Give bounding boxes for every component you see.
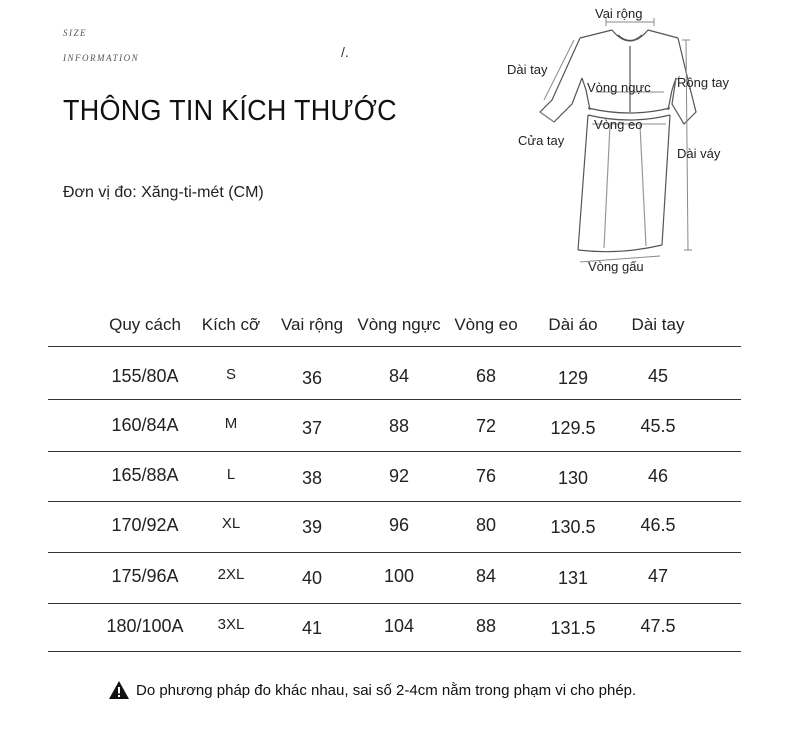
- decorative-slash: /.: [341, 44, 349, 60]
- label-vai-rong: Vai rộng: [595, 6, 643, 21]
- cell-dai-ao: 131.5: [550, 618, 596, 638]
- table-divider: [48, 651, 741, 652]
- warning-icon: [108, 680, 130, 700]
- label-vong-nguc: Vòng ngực: [587, 80, 651, 95]
- label-vong-gau: Vòng gấu: [588, 259, 644, 274]
- size-script-label: SIZE: [63, 28, 87, 38]
- cell-quy-cach: 170/92A: [111, 515, 179, 535]
- table-divider: [48, 346, 741, 347]
- page-title: THÔNG TIN KÍCH THƯỚC: [63, 95, 397, 127]
- cell-kich-co: XL: [221, 515, 241, 532]
- header-vong-nguc: Vòng ngực: [357, 315, 441, 334]
- disclaimer-text: Do phương pháp đo khác nhau, sai số 2-4cm nằm trong phạm vi cho phép.: [136, 681, 637, 699]
- table-divider: [48, 451, 741, 452]
- cell-vong-eo: 80: [475, 515, 497, 535]
- header-kich-co: Kích cỡ: [201, 315, 261, 334]
- label-cua-tay: Cửa tay: [518, 133, 565, 148]
- header-quy-cach: Quy cách: [109, 315, 181, 334]
- cell-dai-ao: 130: [557, 468, 589, 488]
- cell-vai-rong: 39: [301, 517, 323, 537]
- cell-dai-ao: 129: [557, 368, 589, 388]
- disclaimer-note: [108, 680, 636, 700]
- cell-vong-eo: 68: [475, 366, 497, 386]
- cell-vong-eo: 76: [475, 466, 497, 486]
- header-dai-ao: Dài áo: [548, 315, 598, 334]
- cell-vong-eo: 72: [475, 416, 497, 436]
- cell-kich-co: S: [225, 366, 237, 383]
- cell-dai-ao: 129.5: [550, 418, 596, 438]
- cell-dai-tay: 47.5: [640, 616, 676, 636]
- cell-dai-tay: 47: [647, 566, 669, 586]
- cell-vong-nguc: 100: [383, 566, 415, 586]
- cell-dai-tay: 45: [647, 366, 669, 386]
- table-divider: [48, 399, 741, 400]
- cell-vai-rong: 38: [301, 468, 323, 488]
- cell-dai-tay: 45.5: [640, 416, 676, 436]
- table-divider: [48, 603, 741, 604]
- cell-vong-eo: 88: [475, 616, 497, 636]
- label-vong-eo: Vòng eo: [594, 117, 643, 132]
- label-dai-tay: Dài tay: [507, 62, 548, 77]
- cell-vong-eo: 84: [475, 566, 497, 586]
- cell-kich-co: 2XL: [217, 566, 245, 583]
- label-rong-tay: Rộng tay: [677, 75, 730, 90]
- unit-note: Đơn vị đo: Xăng-ti-mét (CM): [63, 184, 264, 201]
- table-divider: [48, 501, 741, 502]
- label-dai-vay: Dài váy: [677, 146, 721, 161]
- cell-dai-tay: 46: [647, 466, 669, 486]
- cell-vong-nguc: 104: [383, 616, 415, 636]
- table-divider: [48, 552, 741, 553]
- cell-quy-cach: 155/80A: [111, 366, 179, 386]
- cell-dai-ao: 131: [557, 568, 589, 588]
- dress-measurement-diagram: [500, 0, 760, 285]
- cell-kich-co: 3XL: [217, 616, 245, 633]
- cell-dai-ao: 130.5: [550, 517, 596, 537]
- cell-quy-cach: 165/88A: [111, 465, 179, 485]
- cell-vong-nguc: 96: [388, 515, 410, 535]
- cell-quy-cach: 160/84A: [111, 415, 179, 435]
- cell-kich-co: M: [224, 415, 238, 432]
- cell-vong-nguc: 88: [388, 416, 410, 436]
- cell-kich-co: L: [226, 466, 236, 483]
- cell-vai-rong: 37: [301, 418, 323, 438]
- information-script-label: INFORMATION: [63, 53, 140, 63]
- header-vong-eo: Vòng eo: [454, 315, 518, 334]
- cell-vai-rong: 40: [301, 568, 323, 588]
- header-vai-rong: Vai rộng: [280, 315, 344, 334]
- cell-dai-tay: 46.5: [640, 515, 676, 535]
- cell-vai-rong: 41: [301, 618, 323, 638]
- cell-quy-cach: 180/100A: [106, 616, 184, 636]
- cell-quy-cach: 175/96A: [111, 566, 179, 586]
- cell-vai-rong: 36: [301, 368, 323, 388]
- cell-vong-nguc: 84: [388, 366, 410, 386]
- cell-vong-nguc: 92: [388, 466, 410, 486]
- header-dai-tay: Dài tay: [631, 315, 685, 334]
